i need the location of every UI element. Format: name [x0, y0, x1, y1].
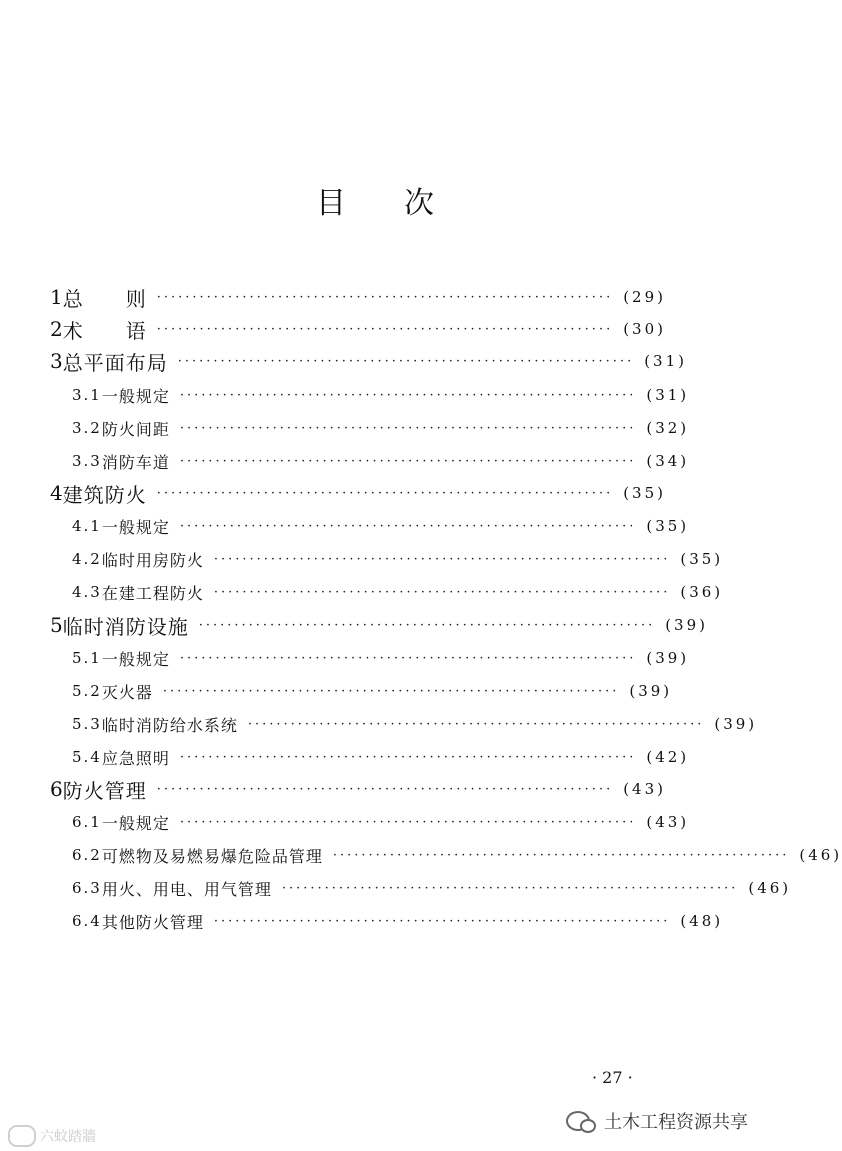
- dot-leader: ································································: [247, 716, 705, 732]
- toc-title: 临时用房防火: [101, 550, 204, 570]
- toc-row[interactable]: [50, 772, 666, 806]
- toc-page: (31): [644, 352, 687, 370]
- toc-row[interactable]: [72, 740, 690, 774]
- toc-row[interactable]: [50, 312, 666, 346]
- toc-row[interactable]: [72, 509, 690, 543]
- toc-page: (42): [646, 748, 690, 766]
- dot-leader: ································································: [332, 847, 790, 863]
- toc-row[interactable]: [72, 805, 690, 839]
- toc-page: (46): [748, 879, 792, 897]
- toc-title: 防火管理: [62, 778, 147, 803]
- toc-number: 6.2: [72, 846, 102, 864]
- toc-title: 总 则: [62, 286, 147, 311]
- toc-title: 临时消防设施: [62, 614, 189, 639]
- toc-row[interactable]: [72, 411, 690, 445]
- toc-row[interactable]: [50, 608, 708, 642]
- toc-title: 应急照明: [101, 748, 170, 768]
- dot-leader: ································································: [179, 387, 637, 403]
- toc-page: (46): [799, 846, 842, 864]
- toc-number: 5.3: [72, 715, 102, 733]
- toc-row[interactable]: [72, 707, 758, 741]
- toc-row[interactable]: [72, 674, 673, 708]
- dot-leader: ································································: [179, 420, 637, 436]
- dot-leader: ································································: [156, 289, 614, 305]
- dot-leader: ································································: [281, 880, 739, 896]
- toc-title: 其他防火管理: [101, 912, 204, 932]
- toc-row[interactable]: [72, 378, 690, 412]
- dot-leader: ································································: [213, 584, 671, 600]
- toc-title: 一般规定: [101, 649, 170, 669]
- toc-number: 5.4: [72, 748, 102, 766]
- toc-number: 5.1: [72, 649, 102, 667]
- toc-page: (39): [665, 616, 708, 634]
- toc-page: (43): [646, 813, 690, 831]
- dot-leader: ································································: [213, 913, 671, 929]
- toc-page: (39): [646, 649, 690, 667]
- toc-page: (39): [629, 682, 673, 700]
- toc-page: (32): [646, 419, 690, 437]
- toc-page: (29): [623, 288, 666, 306]
- toc-row[interactable]: [72, 871, 792, 905]
- toc-number: 6.4: [72, 912, 102, 930]
- toc-row[interactable]: [72, 444, 690, 478]
- toc-title: 临时消防给水系统: [101, 715, 238, 735]
- toc-number: 3.2: [72, 419, 102, 437]
- watermark-logo-icon: [8, 1125, 36, 1147]
- toc-number: 4: [50, 481, 63, 505]
- toc-page: (48): [680, 912, 724, 930]
- toc-number: 5.2: [72, 682, 102, 700]
- toc-number: 6.3: [72, 879, 102, 897]
- wechat-icon: [566, 1111, 590, 1131]
- toc-page: (30): [623, 320, 666, 338]
- toc-row[interactable]: [50, 344, 687, 378]
- toc-row[interactable]: [72, 542, 724, 576]
- toc-number: 4.1: [72, 517, 102, 535]
- toc-row[interactable]: [72, 838, 842, 872]
- dot-leader: ································································: [179, 749, 637, 765]
- toc-page: (31): [646, 386, 690, 404]
- toc-page: (36): [680, 583, 724, 601]
- toc-number: 4.3: [72, 583, 102, 601]
- toc-row[interactable]: [50, 476, 666, 510]
- watermark-left: [8, 1125, 96, 1147]
- toc-title: 术 语: [62, 318, 147, 343]
- dot-leader: ································································: [179, 453, 637, 469]
- toc-title: 防火间距: [101, 419, 170, 439]
- dot-leader: ································································: [198, 617, 656, 633]
- toc-page: (35): [646, 517, 690, 535]
- dot-leader: ································································: [156, 485, 614, 501]
- toc-number: 4.2: [72, 550, 102, 568]
- toc-page: (43): [623, 780, 666, 798]
- toc-number: 6: [50, 777, 63, 801]
- toc-number: 3.1: [72, 386, 102, 404]
- toc-title: 在建工程防火: [101, 583, 204, 603]
- toc-number: 1: [50, 285, 63, 309]
- toc-number: 5: [50, 613, 63, 637]
- toc-row[interactable]: [72, 641, 690, 675]
- toc-number: 2: [50, 317, 63, 341]
- toc-page: (35): [680, 550, 724, 568]
- toc-row[interactable]: [72, 575, 724, 609]
- dot-leader: ································································: [156, 781, 614, 797]
- toc-page: (39): [714, 715, 758, 733]
- toc-number: 3: [50, 349, 63, 373]
- toc-page: (35): [623, 484, 666, 502]
- dot-leader: ································································: [156, 321, 614, 337]
- toc-title: 可燃物及易燃易爆危险品管理: [101, 846, 323, 866]
- toc-row[interactable]: [50, 280, 666, 314]
- toc-row[interactable]: [72, 904, 724, 938]
- toc-title: 一般规定: [101, 813, 170, 833]
- watermark-right-text: 土木工程资源共享: [604, 1112, 748, 1133]
- toc-title: 消防车道: [101, 452, 170, 472]
- toc-number: 6.1: [72, 813, 102, 831]
- toc-title: 总平面布局: [62, 350, 168, 375]
- dot-leader: ································································: [162, 683, 620, 699]
- watermark-right: [566, 1108, 748, 1134]
- watermark-left-text: 六蚊踏牆: [40, 1129, 96, 1145]
- dot-leader: ································································: [177, 353, 635, 369]
- dot-leader: ································································: [179, 814, 637, 830]
- toc-page: (34): [646, 452, 690, 470]
- toc-number: 3.3: [72, 452, 102, 470]
- dot-leader: ································································: [213, 551, 671, 567]
- toc-title: 建筑防火: [62, 482, 147, 507]
- toc-title: 一般规定: [101, 386, 170, 406]
- dot-leader: ································································: [179, 650, 637, 666]
- toc-title: 一般规定: [101, 517, 170, 537]
- toc-title: 用火、用电、用气管理: [101, 879, 272, 899]
- dot-leader: ································································: [179, 518, 637, 534]
- page-number: · 27 ·: [592, 1068, 633, 1087]
- toc-title: 灭火器: [101, 682, 153, 702]
- page-title: 目次: [316, 186, 492, 221]
